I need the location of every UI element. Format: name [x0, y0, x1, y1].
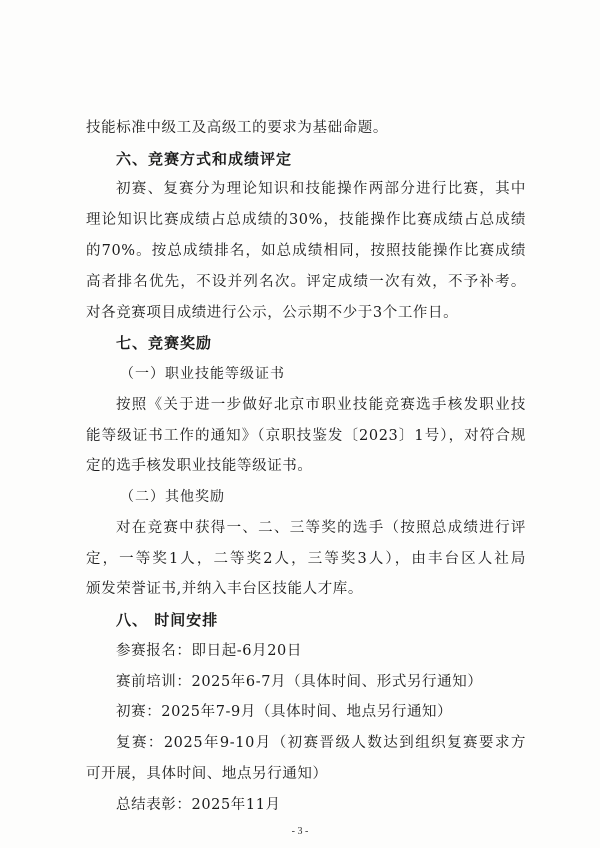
- text-line: 初赛、复赛分为理论知识和技能操作两部分进行比赛，其中: [116, 181, 526, 197]
- text-line: 能等级证书工作的通知》（京职技鉴发〔2023〕1号），对符合规: [86, 428, 526, 444]
- text-line: 可开展，具体时间、地点另行通知）: [86, 766, 328, 782]
- text-line: 定，一等奖1人，二等奖2人，三等奖3人），由丰台区人社局: [86, 551, 526, 567]
- page-number: - 3 -: [291, 826, 309, 837]
- subsection-heading-2: （二）其他奖励: [120, 489, 225, 505]
- section-heading-6: 六、竞赛方式和成绩评定: [116, 150, 293, 168]
- text-line: 参赛报名：即日起-6月20日: [116, 643, 302, 659]
- subsection-heading-1: （一）职业技能等级证书: [120, 366, 285, 382]
- text-line: 理论知识比赛成绩占总成绩的30%，技能操作比赛成绩占总成绩: [86, 212, 526, 228]
- text-line: 总结表彰：2025年11月: [116, 797, 281, 813]
- text-line: 按照《关于进一步做好北京市职业技能竞赛选手核发职业技: [116, 397, 526, 413]
- text-line: 赛前培训：2025年6-7月（具体时间、形式另行通知）: [116, 674, 483, 690]
- section-heading-7: 七、竞赛奖励: [116, 334, 213, 352]
- text-line: 的70%。按总成绩排名，如总成绩相同，按照技能操作比赛成绩: [86, 243, 526, 259]
- text-line: 初赛：2025年7-9月（具体时间、地点另行通知）: [116, 704, 453, 720]
- text-line: 技能标准中级工及高级工的要求为基础命题。: [86, 120, 388, 136]
- text-line: 复赛：2025年9-10月（初赛晋级人数达到组织复赛要求方: [116, 735, 526, 751]
- text-line: 对在竞赛中获得一、二、三等奖的选手（按照总成绩进行评: [116, 520, 526, 536]
- text-line: 对各竞赛项目成绩进行公示，公示期不少于3个工作日。: [86, 305, 459, 321]
- text-line: 颁发荣誉证书,并纳入丰台区技能人才库。: [86, 581, 364, 597]
- section-heading-8: 八、 时间安排: [116, 611, 219, 629]
- text-line: 高者排名优先，不设并列名次。评定成绩一次有效，不予补考。: [86, 274, 526, 290]
- text-line: 定的选手核发职业技能等级证书。: [86, 458, 313, 474]
